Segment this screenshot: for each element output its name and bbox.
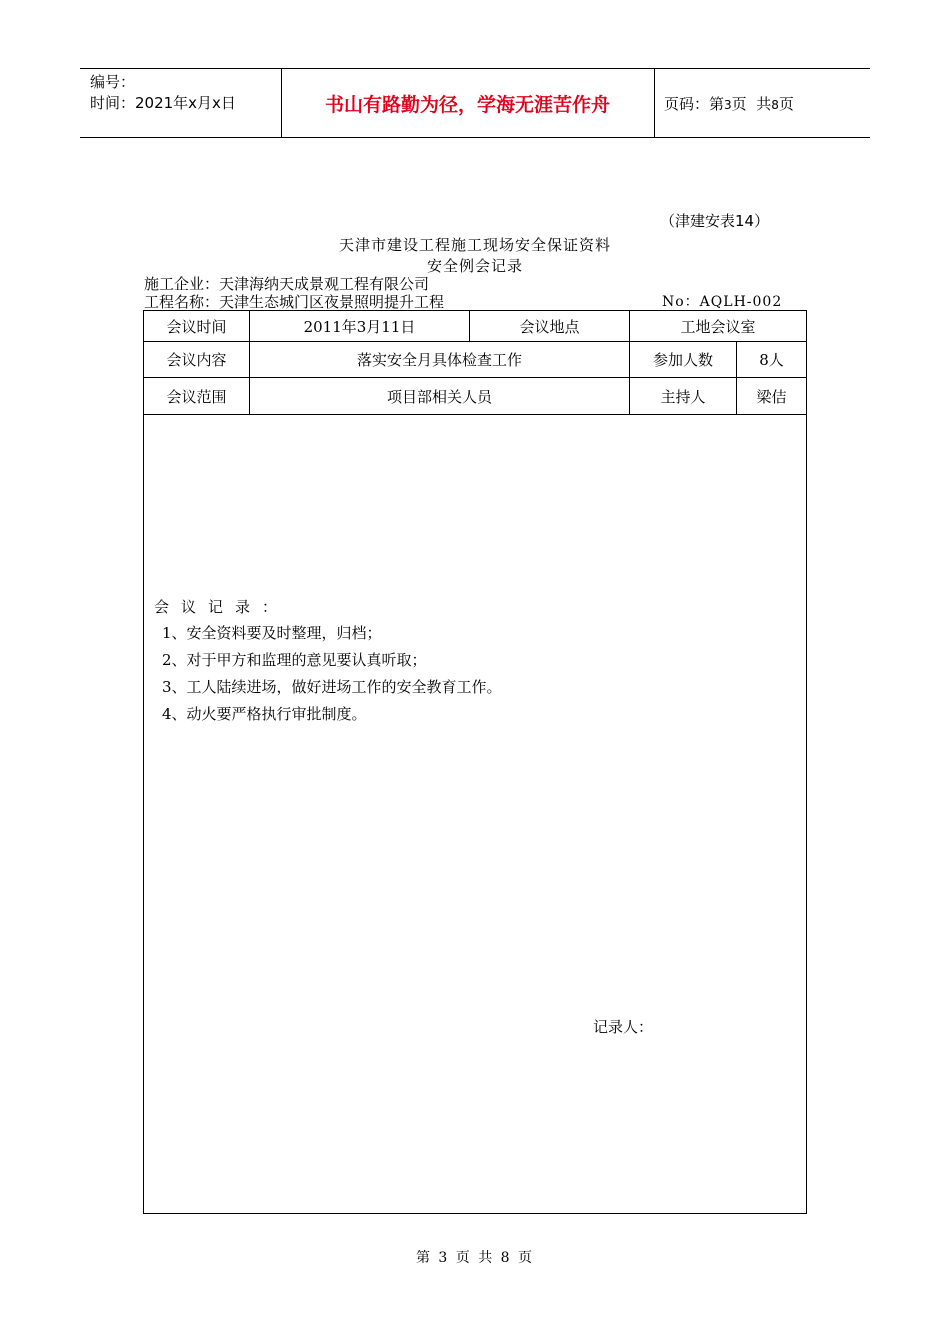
- meeting-time-label: 会议时间: [166, 317, 227, 336]
- meeting-record-table: [143, 310, 807, 1214]
- meeting-content-label: 会议内容: [166, 351, 227, 369]
- meeting-place-label: 会议地点: [519, 317, 580, 336]
- page-middle: 页 共: [731, 95, 772, 113]
- meeting-time-value: 2011年3月11日: [303, 317, 416, 336]
- meeting-place-value: 工地会议室: [680, 317, 756, 336]
- meeting-scope-label: 会议范围: [166, 387, 227, 406]
- number-label: 编号：: [90, 73, 136, 91]
- attendees-value: 8人: [759, 351, 784, 369]
- page-current: 3: [724, 98, 732, 112]
- page-total: 8: [771, 98, 779, 112]
- row-divider: [144, 414, 806, 415]
- page-prefix: 页码：第: [664, 95, 725, 113]
- time-label: 时间：2021年x月x日: [90, 94, 236, 112]
- form-number: （津建安表14）: [660, 212, 770, 230]
- attendees-label: 参加人数: [652, 351, 713, 369]
- page-footer: 第 3 页 共 8 页: [415, 1250, 535, 1266]
- header-motto: 书山有路勤为径，学海无涯苦作舟: [324, 93, 610, 116]
- list-item: 1、安全资料要及时整理，归档；: [162, 624, 382, 642]
- project-line: 工程名称：天津生态城门区夜景照明提升工程: [144, 293, 445, 311]
- page-suffix: 页: [778, 95, 794, 113]
- host-value: 梁佶: [756, 387, 787, 406]
- header-divider: [654, 69, 655, 137]
- header-page-number: [664, 93, 794, 114]
- list-item: 3、工人陆续进场，做好进场工作的安全教育工作。: [162, 678, 502, 696]
- host-label: 主持人: [660, 387, 706, 406]
- record-list: [162, 620, 502, 728]
- header-meta: [90, 72, 236, 114]
- form-title-sub: 安全例会记录: [426, 257, 523, 275]
- record-title: 会议记录：: [154, 598, 290, 616]
- page-header: [80, 68, 870, 138]
- list-item: 4、动火要严格执行审批制度。: [162, 705, 367, 723]
- document-number: No：AQLH-002: [662, 294, 783, 310]
- form-title-main: 天津市建设工程施工现场安全保证资料: [338, 236, 611, 254]
- list-item: 2、对于甲方和监理的意见要认真听取；: [162, 651, 427, 669]
- meeting-content-value: 落实安全月具体检查工作: [356, 351, 522, 369]
- company-line: 施工企业：天津海纳天成景观工程有限公司: [144, 275, 430, 293]
- recorder-label: 记录人：: [593, 1018, 654, 1036]
- meeting-scope-value: 项目部相关人员: [386, 387, 492, 406]
